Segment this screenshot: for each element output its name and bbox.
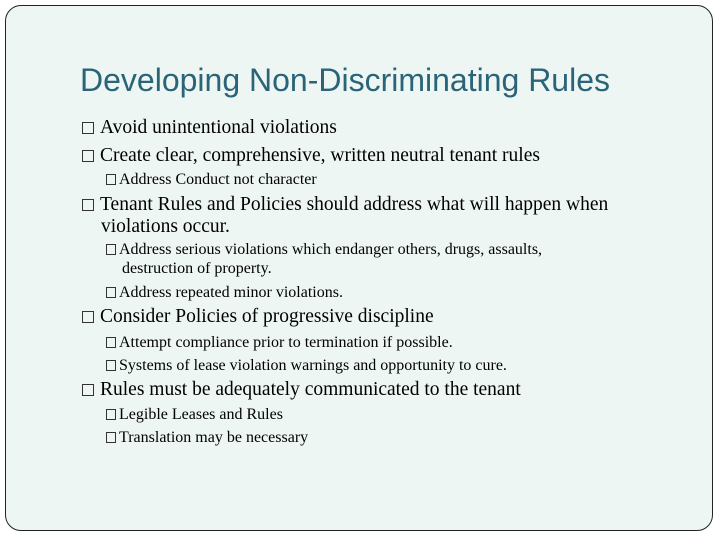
bullet-box-icon xyxy=(82,384,94,396)
bullet-text: Legible Leases and Rules xyxy=(119,406,283,423)
sub-bullet-attempt-compliance xyxy=(106,333,696,352)
bullet-progressive-discipline xyxy=(82,306,702,328)
bullet-create-rules xyxy=(82,145,702,167)
bullet-text: Address Conduct not character xyxy=(119,171,317,188)
bullet-box-icon xyxy=(106,244,116,255)
bullet-box-icon xyxy=(82,199,94,211)
bullet-text-continued: destruction of property. xyxy=(122,260,272,277)
sub-bullet-warning-systems xyxy=(106,356,696,375)
bullet-text: Systems of lease violation warnings and opportunity to cure. xyxy=(119,357,507,374)
bullet-text: Attempt compliance prior to termination if possible. xyxy=(119,334,453,351)
sub-bullet-translation xyxy=(106,428,696,447)
bullet-box-icon xyxy=(82,122,94,134)
bullet-tenant-rules xyxy=(82,194,702,238)
sub-bullet-minor-violations xyxy=(106,283,696,302)
bullet-text: Rules must be adequately communicated to the tenant xyxy=(100,379,521,400)
slide-title: Developing Non-Discriminating Rules xyxy=(80,62,610,98)
bullet-box-icon xyxy=(106,409,116,420)
bullet-communicate-rules xyxy=(82,379,702,401)
bullet-text: Translation may be necessary xyxy=(119,429,309,446)
bullet-box-icon xyxy=(106,287,116,298)
bullet-box-icon xyxy=(106,174,116,185)
bullet-box-icon xyxy=(82,150,94,162)
bullet-box-icon xyxy=(106,360,116,371)
bullet-text: Address repeated minor violations. xyxy=(119,284,343,301)
bullet-text: Consider Policies of progressive discipline xyxy=(100,306,434,327)
sub-bullet-legible-leases xyxy=(106,405,696,424)
bullet-box-icon xyxy=(106,337,116,348)
bullet-box-icon xyxy=(82,311,94,323)
bullet-text: Create clear, comprehensive, written neutral tenant rules xyxy=(100,145,540,166)
bullet-text: Avoid unintentional violations xyxy=(100,117,337,138)
bullet-text-continued: violations occur. xyxy=(101,216,230,237)
bullet-box-icon xyxy=(106,432,116,443)
bullet-text: Address serious violations which endanger others, drugs, assaults, xyxy=(119,241,543,258)
sub-bullet-serious-violations xyxy=(106,240,696,278)
bullet-avoid-violations xyxy=(82,117,702,139)
bullet-text: Tenant Rules and Policies should address what will happen when xyxy=(100,194,609,215)
sub-bullet-conduct xyxy=(106,170,696,189)
